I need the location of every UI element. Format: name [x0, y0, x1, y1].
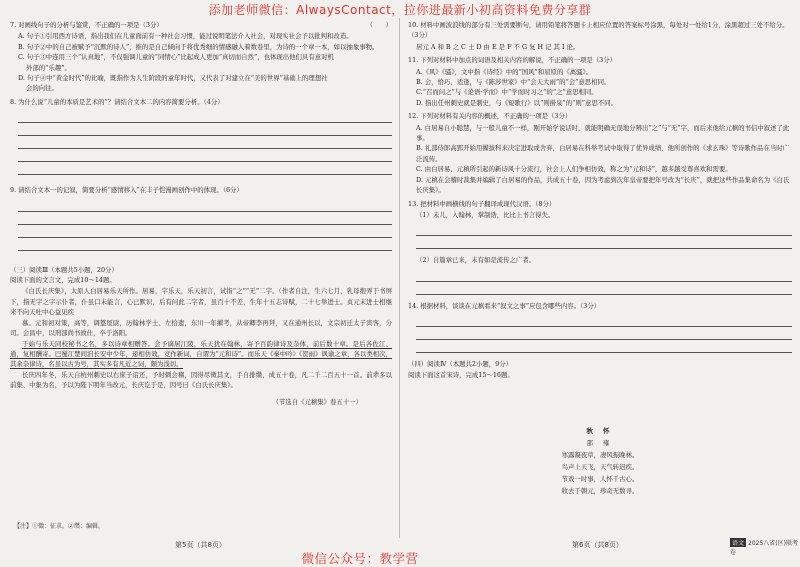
q11: 11. 下列对材料中加点的词语及相关内容的解说，不正确的一项是（3分）: [408, 56, 616, 65]
poem-line: 收去于朝元，珍奇无数寻。: [561, 487, 639, 495]
section3-instruction: 阅读下面的文言文，完成10～14题。: [10, 276, 116, 285]
q7-option-b: B. 句子②中的自己被赋予“沉默的诗人”，推的是自己倾向于将优秀细的情感融入着数卷里，为诗的一个章一本，如以抽象事物。: [18, 42, 379, 51]
poem-author: 邵 雍: [586, 439, 614, 447]
q12: 12. 下列对材料有关内容的概述，不正确的一项是（3分）: [408, 112, 572, 121]
q12-option-b: B. 礼部侍郎高郢开始用擢拔科来决定进取或舍弃，白居易在科举考试中取得了优异成绩，他所创作的《求玄珠》等诗歌作品在当时广泛流传。: [416, 144, 790, 163]
section4-title: （四）阅读Ⅳ（本题共2小题，9分）: [408, 360, 512, 369]
watermark-top: 添加老师微信：AlwaysContact，拉你进最新小初高资料免费分享群: [208, 3, 592, 17]
q8-answer-lines[interactable]: [18, 110, 392, 175]
passage-p1: 《白氏长庆集》，太原人白居易乐天所作。居易，字乐天，乐天初言，试指“之”“无”二字。（作者自注，生六七月，乳母抱弄于书屏下，指无字之字示仆者，仆虽口未能言，心已默识，后有问此二字者，虽百十不差，生年十五志诗赋，二十七举进士。贞元末进士相继来不向天吐中心益见疾: [10, 287, 392, 317]
q13-part1-lines[interactable]: [416, 223, 792, 249]
right-page-number: 第6页（共8页）: [572, 541, 623, 549]
q11-option-d: D. 指出任州刺史就是刺史，与《短歌行》以“则掛泉”的“则”意思不同。: [416, 98, 617, 107]
section3-title: （三）阅读Ⅲ（本题共5小题，20分）: [10, 265, 118, 274]
passage-note: 【注】①徵：征求。②缵：编辑。: [14, 523, 105, 530]
q12-option-d: D. 元稹在会稽时裁集并编辑了白居易的作品，共成五十卷，因为考虑到次年皇帝要把年号改为“长庆”，就把这些作品集命名为《白氏长庆集》。: [416, 175, 790, 195]
q7: [10, 20, 392, 30]
q8: 8. 为什么说“儿童的本质是艺术的”？请结合文本二的内容简要分析。（4分）: [10, 97, 224, 106]
q14: 14. 根据材料，谈谈在元稹看来“叙文之事”应包含哪些内容。（3分）: [408, 301, 601, 310]
section4-instruction: 阅读下面这首宋诗，完成15～16题。: [408, 370, 514, 379]
passage-p2: 慕。元和初对策，高等，调盩厔尉，历翰林学士、左拾遗，东川一年擢考，从帝卿李再拜，又在通州长以，文宗初迁太子宾客，分司。会昌中，以刑部尚书致仕，卒于洛阳。: [10, 318, 392, 338]
exam-badge-text: 2025八省(区)联考卷: [730, 540, 798, 556]
q7-option-c: C. 句子③中连用三个“认真地”，不仅强调儿童的“同情心”比起成人更加“真切而自然”，也体现出他们具有意对机: [18, 53, 334, 62]
q7-option-a: A. 句子①引用西方诗语，指出我们在儿童面前有一种社会习惯，能过说明笔法介入社会，对现实社会予以批判和改造。: [18, 32, 353, 41]
q7-option-d-cont: 会的向往。: [26, 84, 58, 93]
q7-option-c-cont: 外部的“乐趣”。: [26, 63, 71, 72]
q7-answer-paren: （ ）: [366, 21, 392, 29]
q9: 9. 请结合文本一的记叙，简要分析“感情移入”在丰子恺漫画创作中的体现。（6分）: [10, 186, 243, 195]
q7-stem: 7. 对画线句子的分析与鉴赏，不正确的一项是（3分）: [10, 21, 163, 29]
left-page-number: 第5页（共8页）: [175, 541, 226, 549]
q14-answer-lines[interactable]: [416, 314, 792, 353]
passage-source: （节选自《元稹集》卷五十一）: [272, 397, 362, 406]
poem-line: 鸟声上天飞，天气转迟疾。: [561, 463, 639, 471]
subject-badge: 语文: [732, 540, 745, 547]
q10: 10. 材料中画波浪线的部分有三处需要断句，请用铅笔将答题卡上相应位置的答案标号涂黑，每处对一处给1分，涂黑超过三处不给分。（3分）: [408, 21, 789, 40]
q12-option-a: A. 白居易自小聪慧，与一般儿童不一样，刚开始学说话时，就能明确无误地分辨出“之”与“无”字，而后来他给元稹的书信中叙述了此事。: [416, 123, 790, 143]
page-divider: [399, 18, 400, 538]
poem-line: 寒露凝夜草，凄风振晚林。: [561, 451, 639, 459]
q10-sentence[interactable]: 居元 A 和 B 之 C 士 D 由 E 是 F 不 G 复 H 记 其 I 论。: [416, 42, 580, 51]
left-page: [10, 20, 392, 407]
q13-part2-lines[interactable]: [416, 269, 792, 295]
right-page: [408, 20, 792, 381]
passage-p4: 长庆四年冬，乐天自杭州刺史以右庶子诏还，予时刺会稽，因得尽徵其文，手自排缵，成五十卷，凡二千二百五十一首。前辈多以前集、中集为名，予以为陛下明年当改元，长庆讫于是，因号曰《白氏长庆集》。: [10, 370, 392, 390]
exam-badge: [730, 538, 800, 556]
q13: 13. 把材料中画横线的句子翻译成现代汉语。（8分）: [408, 199, 556, 208]
q11-option-c: C.“召而问之”与《论语·学而》中“学而时习之”的“之”意思相同。: [416, 88, 598, 97]
q13-part2: （2）自篇章已来，未有如是流传之广者。: [416, 256, 536, 265]
passage-p3: [10, 339, 392, 370]
poem-title: 秋 怀: [586, 427, 614, 435]
q11-option-a: A.《风》《骚》，文中指《诗经》中的“国风”和屈原的《离骚》。: [416, 67, 593, 76]
poem: [560, 425, 640, 497]
q9-answer-lines[interactable]: [18, 199, 392, 251]
q11-option-b: B. 会，恰巧，适逢，与《陈涉世家》中“会天大雨”的“会”意思相同。: [416, 78, 611, 87]
watermark-bottom: 微信公众号：教学营: [301, 551, 419, 566]
passage-p3-text: 于始与乐天同校秘书之名，多以诗章相赠答。会予谪居江陵，乐天犹在翰林，寄予百韵律诗及杂体，前后数十章。是后各佐江、通，复相酬寄。巴蜀江楚间洎长安中少年，递相仿效，竞作新词，自谓为“元和诗”。而乐天《秦中吟》《贺雨》讽谕之章，各以类相次，其余杂律诗，名虽以古为号，其实多有凡近之词，颇为浅切。: [10, 339, 392, 369]
poem-line: 节戏一时事，人怀千古心。: [561, 475, 639, 483]
q13-part1: （1）未儿，入翰林，掌制诰，比比上书言得失。: [416, 210, 555, 219]
q12-option-c: C. 由白居易、元稹所引起的新诗风十分流行，社会上人们争相仿效，称之为“元和诗”，越多越受尊喜欢和需要。: [416, 165, 732, 174]
q7-option-d: D. 句子④中“黄金时代”的比喻，既指作为人生阶段的童年时代，又代表了对建立在“美的世界”基础上的理想社: [18, 74, 328, 83]
